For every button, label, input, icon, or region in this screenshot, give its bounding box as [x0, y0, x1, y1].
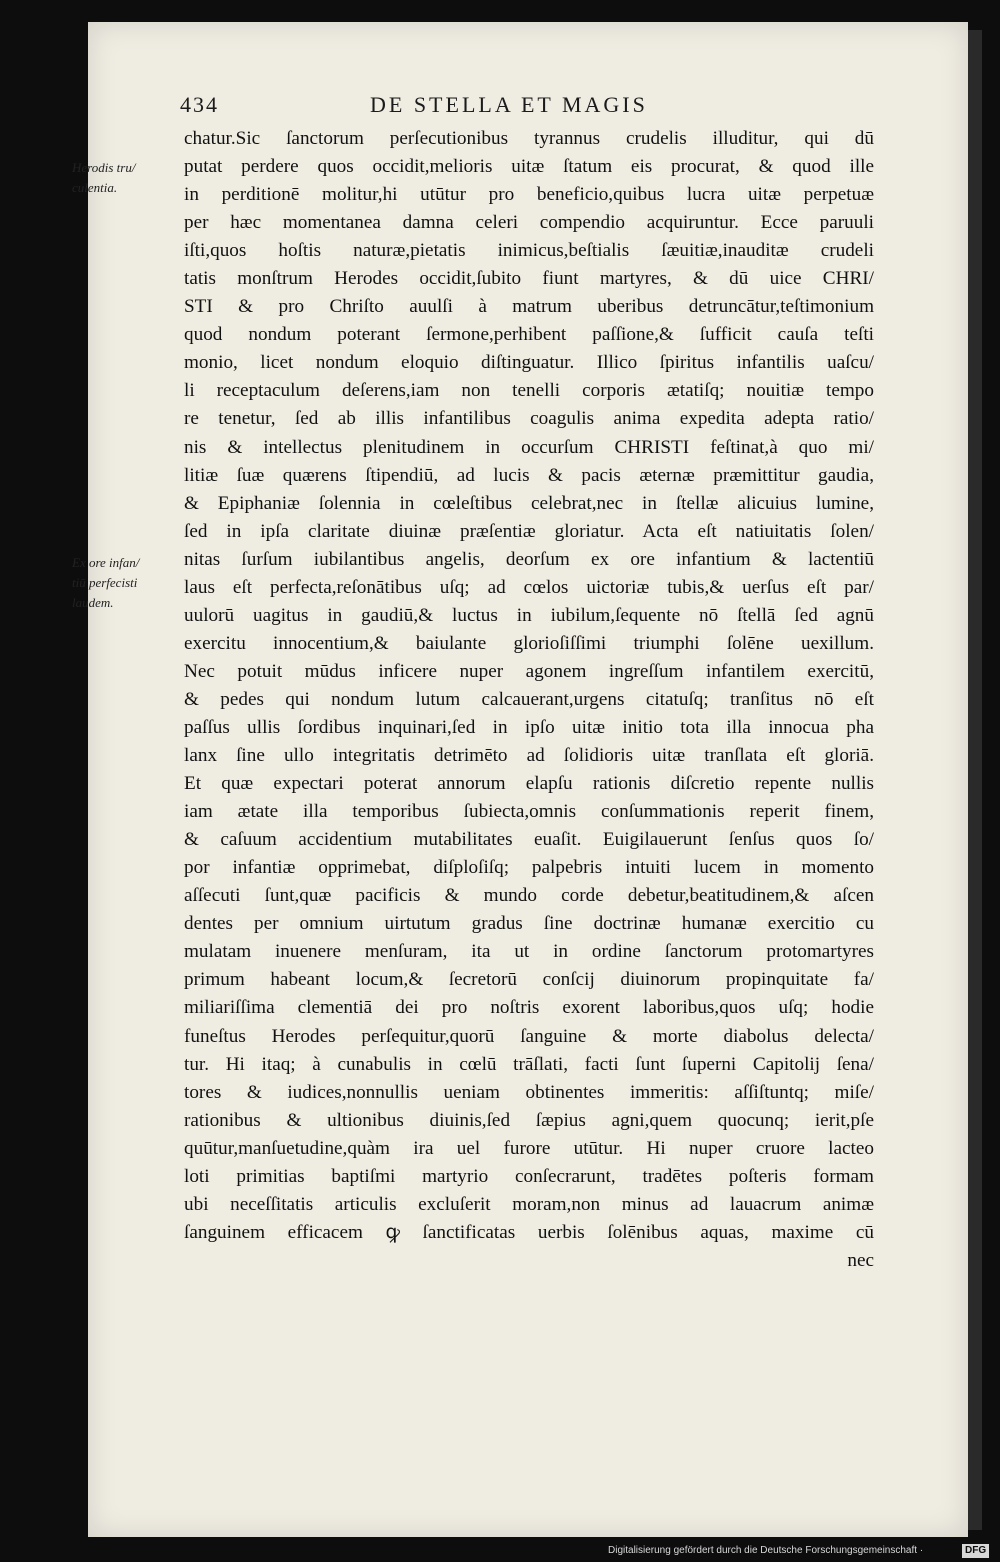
text-line: quūtur,manſuetudine,quàm ira uel furore utūtur. Hi nuper cruore lacteo	[184, 1137, 874, 1159]
text-line: laus eſt perfecta,reſonātibus uſq; ad cœlos uictoriæ tubis,& uerſus eſt par/	[184, 576, 874, 598]
text-line: chatur.Sic ſanctorum perſecutionibus tyrannus crudelis illuditur, qui dū	[184, 128, 874, 149]
text-line: tatis monſtrum Herodes occidit,ſubito fiunt martyres, & dū uice CHRI/	[184, 268, 874, 290]
marginal-note-ex-ore	[72, 553, 166, 613]
text-line: li receptaculum deſerens,iam non tenelli corporis ætatiſq; nouitiæ tempo	[184, 380, 874, 402]
text-line: ubi neceſſitatis articulis excluſerit moram,non minus ad lauacrum animæ	[184, 1193, 874, 1215]
text-line: litiæ ſuæ quærens ſtipendiū, ad lucis & pacis æternæ præmittitur gaudia,	[184, 464, 874, 486]
text-line: iſti,quos hoſtis naturæ,pietatis inimicus,beſtialis ſæuitiæ,inauditæ crudeli	[184, 240, 874, 262]
footer	[600, 1544, 990, 1558]
catchword: nec	[847, 1249, 874, 1271]
marginal-note-line: culentia.	[72, 180, 118, 195]
text-line: monio, licet nondum eloquio diſtinguatur. Illico ſpiritus infantilis uaſcu/	[184, 352, 874, 374]
text-line: quod nondum poterant ſermone,perhibent paſſione,& ſufficit cauſa teſti	[184, 324, 874, 346]
text-line: STI & pro Chriſto auulſi à matrum uberibus detruncātur,teſtimonium	[184, 296, 874, 318]
text-line: lanx ſine ullo integritatis detrimēto ad ſolidioris uitæ tranſlata eſt gloriā.	[184, 745, 874, 767]
text-line: re tenetur, ſed ab illis infantilibus coagulis anima expedita adepta ratio/	[184, 408, 874, 430]
text-line: & pedes qui nondum lutum calcauerant,urgens citatuſq; tranſitus nō eſt	[184, 688, 874, 710]
text-line: funeſtus Herodes perſequitur,quorū ſanguine & morte diabolus delecta/	[184, 1025, 874, 1047]
text-line: dentes per omnium uirtutum gradus ſine doctrinæ humanæ exercitio cu	[184, 913, 874, 935]
running-title: DE STELLA ET MAGIS	[370, 92, 648, 117]
text-line: Nec potuit mūdus inficere nuper agonem ingreſſum infantilem exercitū,	[184, 660, 874, 682]
marginal-note-line: tiū perfecisti	[72, 575, 138, 590]
body-text	[184, 125, 874, 1275]
text-line: nitas ſurſum iubilantibus angelis, deorſum ex ore infantium & lactentiū	[184, 548, 874, 570]
dfg-logo: DFG	[962, 1544, 989, 1558]
page-edge	[968, 30, 982, 1530]
running-head	[180, 92, 740, 122]
text-line: in perditionē molitur,hi utūtur pro beneficio,quibus lucra uitæ perpetuæ	[184, 184, 874, 206]
text-line: per hæc momentanea damna celeri compendio acquiruntur. Ecce paruuli	[184, 212, 874, 234]
page-number: 434	[180, 92, 219, 117]
text-line: paſſus ullis ſordibus inquinari,ſed in ipſo uitæ initio tota illa innocua pha	[184, 716, 874, 738]
marginal-note-herodis	[72, 158, 166, 198]
text-line: ſanguinem efficacem ꝙ ſanctificatas uerbis ſolēnibus aquas, maxime cū	[184, 1221, 874, 1243]
text-line: exercitu innocentium,& baiulante glorioſiſſimi triumphi ſolēne uexillum.	[184, 632, 874, 654]
text-line: tur. Hi itaq; à cunabulis in cœlū trāſlati, facti ſunt ſuperni Capitolij ſena/	[184, 1053, 874, 1075]
text-line: primum habeant locum,& ſecretorū conſcij diuinorum propinquitate fa/	[184, 969, 874, 991]
footer-credit: Digitalisierung gefördert durch die Deutsche Forschungsgemeinschaft ·	[608, 1545, 924, 1556]
text-line: iam ætate illa temporibus ſubiecta,omnis conſummationis reperit finem,	[184, 801, 874, 823]
text-line: miliariſſima clementiā dei pro noſtris exorent laboribus,quos uſq; hodie	[184, 997, 874, 1019]
text-line: putat perdere quos occidit,melioris uitæ ſtatum eis procurat, & quod ille	[184, 156, 874, 178]
text-line: nis & intellectus plenitudinem in occurſum CHRISTI feſtinat,à quo mi/	[184, 436, 874, 458]
text-line: rationibus & ultionibus diuinis,ſed ſæpius agni,quem quocunq; ierit,pſe	[184, 1109, 874, 1131]
text-line: por infantiæ opprimebat, diſploſiſq; palpebris intuiti lucem in momento	[184, 857, 874, 879]
text-line: & Epiphaniæ ſolennia in cœleſtibus celebrat,nec in ſtellæ alicuius lumine,	[184, 492, 874, 514]
text-line: mulatam inuenere menſuram, ita ut in ordine ſanctorum protomartyres	[184, 941, 874, 963]
text-line: uulorū uagitus in gaudiū,& luctus in iubilum,ſequente nō ſtellā ſed agnū	[184, 604, 874, 626]
marginal-note-line: Ex ore infan/	[72, 555, 140, 570]
text-line: & caſuum accidentium mutabilitates euaſit. Euigilauerunt ſenſus quos ſo/	[184, 829, 874, 851]
marginal-note-line: Herodis tru/	[72, 160, 136, 175]
text-line: Et quæ expectari poterat annorum elapſu rationis diſcretio repente nullis	[184, 773, 874, 795]
text-line: loti primitias baptiſmi martyrio conſecrarunt, tradētes poſteris formam	[184, 1165, 874, 1187]
text-line: tores & iudices,nonnullis ueniam obtinentes immeritis: aſſiſtuntq; miſe/	[184, 1081, 874, 1103]
marginal-note-line: laudem.	[72, 595, 114, 610]
text-line: ſed in ipſa claritate diuinæ præſentiæ gloriatur. Acta eſt natiuitatis ſolen/	[184, 520, 874, 542]
text-line: aſſecuti ſunt,quæ pacificis & mundo corde debetur,beatitudinem,& aſcen	[184, 885, 874, 907]
